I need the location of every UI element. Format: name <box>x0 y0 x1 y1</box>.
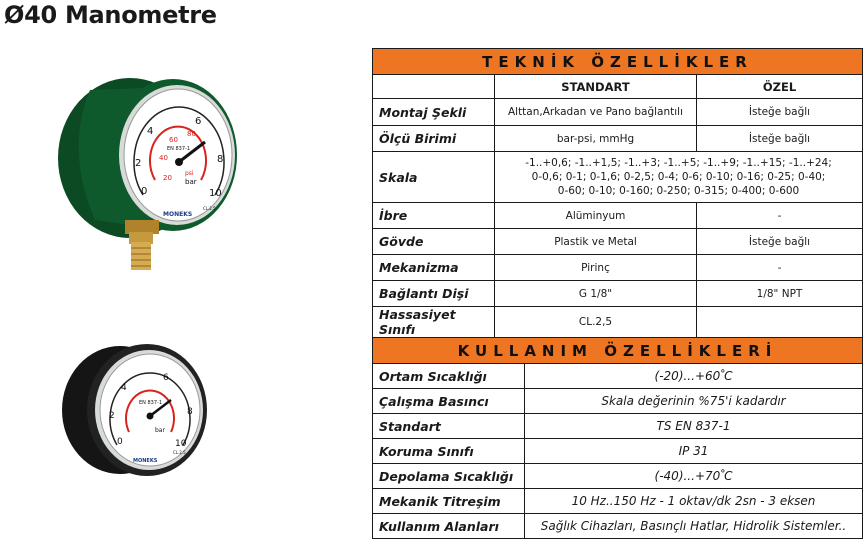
standard-value: CL.2,5 <box>495 307 697 338</box>
dial-number: 8 <box>187 407 193 417</box>
dial-red-number: 20 <box>163 174 172 182</box>
table-row <box>373 203 863 229</box>
brand-logo: MONEKS <box>133 458 158 464</box>
table-row <box>373 99 863 126</box>
usage-value: IP 31 <box>525 439 863 464</box>
standard-value: Plastik ve Metal <box>495 229 697 255</box>
table-row <box>373 126 863 152</box>
special-value: - <box>697 203 863 229</box>
table-row <box>373 229 863 255</box>
usage-value: Skala değerinin %75'i kadardır <box>525 389 863 414</box>
row-label: Skala <box>373 152 495 203</box>
empty-header-cell <box>373 75 495 99</box>
row-label: İbre <box>373 203 495 229</box>
usage-section-header <box>373 338 863 364</box>
table-row <box>373 414 863 439</box>
standard-value: G 1/8" <box>495 281 697 307</box>
usage-value: (-20)...+60 ̊C <box>525 364 863 389</box>
table-row <box>373 281 863 307</box>
dial-number: 6 <box>195 116 202 127</box>
dial-number: 8 <box>217 154 224 165</box>
dial-number: 0 <box>117 437 123 447</box>
standard-column-header: STANDART <box>495 75 697 99</box>
gauge-green-image <box>55 70 245 285</box>
row-label: Depolama Sıcaklığı <box>373 464 525 489</box>
brand-logo: MONEKS <box>163 211 193 218</box>
dial-red-number: 40 <box>159 154 168 162</box>
row-label: Kullanım Alanları <box>373 514 525 539</box>
table-row <box>373 464 863 489</box>
table-row <box>373 152 863 203</box>
dial-number: 2 <box>135 158 142 169</box>
technical-section-title: TEKNİK ÖZELLİKLER <box>373 49 863 75</box>
special-value: 1/8" NPT <box>697 281 863 307</box>
usage-section-title: KULLANIM ÖZELLİKLERİ <box>373 338 863 364</box>
standard-value: Pirinç <box>495 255 697 281</box>
dial-number: 4 <box>121 383 127 393</box>
gauge-black-image <box>55 340 215 480</box>
dial-number: 2 <box>109 411 115 421</box>
row-label: Montaj Şekli <box>373 99 495 126</box>
row-label: Standart <box>373 414 525 439</box>
special-value: İsteğe bağlı <box>697 99 863 126</box>
spec-table <box>372 48 862 539</box>
special-value <box>697 307 863 338</box>
dial-number: 0 <box>141 186 148 197</box>
class-label: CL.2.5 <box>173 450 186 455</box>
usage-value: Sağlık Cihazları, Basınçlı Hatlar, Hidrolik Sistemler.. <box>525 514 863 539</box>
table-row <box>373 307 863 338</box>
dial-model-text: EN 837-1 <box>139 400 163 406</box>
standard-value: Alüminyum <box>495 203 697 229</box>
row-label: Ortam Sıcaklığı <box>373 364 525 389</box>
dial-model-text: EN 837-1 <box>167 146 191 152</box>
row-label: Hassasiyet Sınıfı <box>373 307 495 338</box>
table-row <box>373 389 863 414</box>
dial-unit-bar: bar <box>185 178 197 186</box>
scale-line: 0-60; 0-10; 0-160; 0-250; 0-315; 0-400; 0-600 <box>557 185 800 197</box>
row-label: Mekanik Titreşim <box>373 489 525 514</box>
scale-values <box>495 152 863 203</box>
special-column-header: ÖZEL <box>697 75 863 99</box>
technical-section-header <box>373 49 863 75</box>
usage-value: 10 Hz..150 Hz - 1 oktav/dk 2sn - 3 eksen <box>525 489 863 514</box>
standard-value: Alttan,Arkadan ve Pano bağlantılı <box>495 99 697 126</box>
class-label: CL.2.5 <box>203 206 216 211</box>
dial-red-number: 60 <box>169 136 178 144</box>
dial-number: 10 <box>175 439 187 449</box>
dial-unit-psi: psi <box>185 170 194 177</box>
table-row <box>373 489 863 514</box>
special-value: İsteğe bağlı <box>697 229 863 255</box>
scale-line: -1..+0,6; -1..+1,5; -1..+3; -1..+5; -1..+9; -1..+15; -1..+24; <box>525 157 832 169</box>
table-row <box>373 439 863 464</box>
usage-value: (-40)...+70 ̊C <box>525 464 863 489</box>
special-value: İsteğe bağlı <box>697 126 863 152</box>
table-row <box>373 255 863 281</box>
row-label: Ölçü Birimi <box>373 126 495 152</box>
row-label: Koruma Sınıfı <box>373 439 525 464</box>
row-label: Mekanizma <box>373 255 495 281</box>
row-label: Gövde <box>373 229 495 255</box>
page-title: Ø40 Manometre <box>4 1 217 29</box>
special-value: - <box>697 255 863 281</box>
standard-value: bar-psi, mmHg <box>495 126 697 152</box>
technical-column-header <box>373 75 863 99</box>
dial-unit-bar: bar <box>155 427 165 434</box>
dial-number: 10 <box>209 188 222 199</box>
row-label: Bağlantı Dişi <box>373 281 495 307</box>
dial-number: 4 <box>147 126 154 137</box>
row-label: Çalışma Basıncı <box>373 389 525 414</box>
dial-number: 6 <box>163 373 169 383</box>
table-row <box>373 364 863 389</box>
dial-red-number: 80 <box>187 130 196 138</box>
scale-line: 0-0,6; 0-1; 0-1,6; 0-2,5; 0-4; 0-6; 0-10; 0-16; 0-25; 0-40; <box>531 171 826 183</box>
usage-value: TS EN 837-1 <box>525 414 863 439</box>
table-row <box>373 514 863 539</box>
